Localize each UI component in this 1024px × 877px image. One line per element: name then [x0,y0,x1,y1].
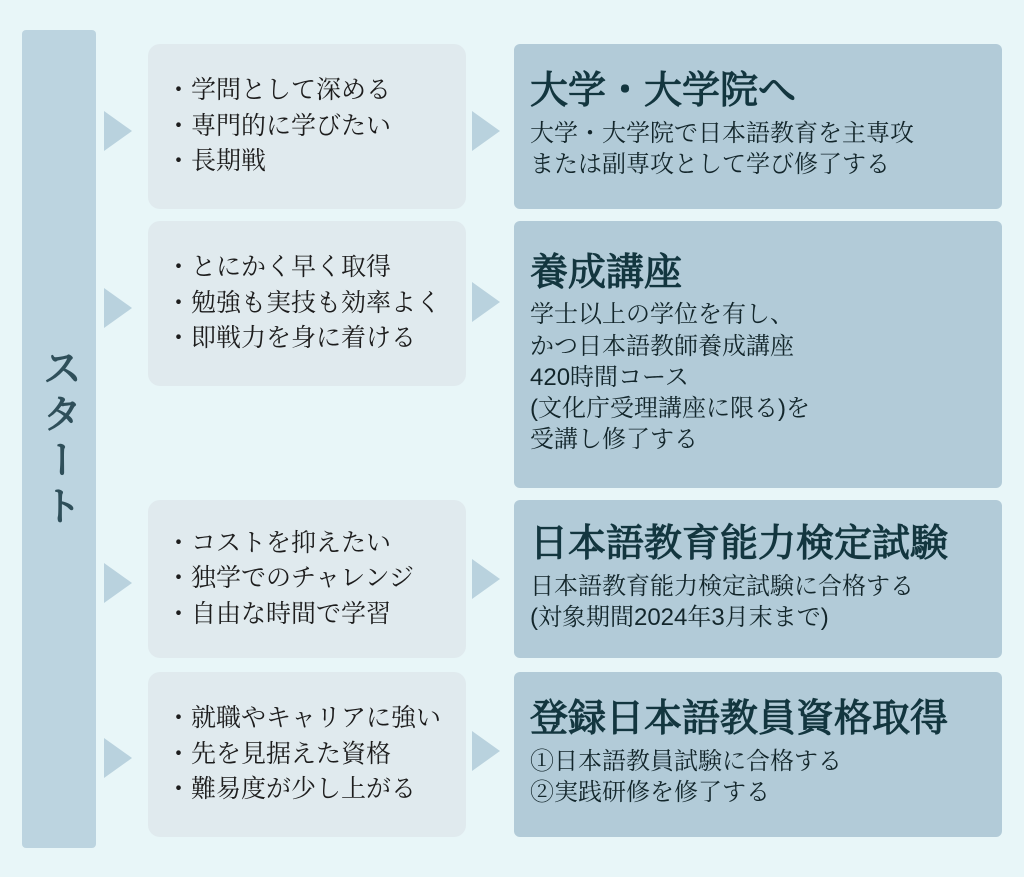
result-title: 登録日本語教員資格取得 [530,698,949,741]
condition-line: ・先を見据えた資格 [166,739,392,768]
result-box-2 [514,221,1002,488]
result-line: ②実践研修を修了する [530,779,770,807]
result-line: 大学・大学院で日本語教育を主専攻 [530,120,914,148]
result-line: 420時間コース [530,363,689,391]
arrow-condition-2-to-result-2 [472,282,500,322]
condition-line: ・就職やキャリアに強い [166,704,442,733]
arrow-start-to-condition-4 [104,738,132,778]
result-title: 養成講座 [530,251,683,294]
condition-box-2 [148,221,466,386]
result-line: 日本語教育能力検定試験に合格する [530,572,914,600]
condition-line: ・専門的に学びたい [166,111,392,140]
condition-line: ・長期戦 [166,147,267,176]
condition-line: ・とにかく早く取得 [166,253,392,282]
condition-line: ・独学でのチャレンジ [166,564,415,593]
arrow-start-to-condition-2 [104,288,132,328]
result-line: (文化庁受理講座に限る)を [530,394,810,422]
condition-line: ・コストを抑えたい [166,528,392,557]
result-line: かつ日本語教師養成講座 [530,332,794,360]
result-box-3 [514,500,1002,658]
result-title: 大学・大学院へ [530,70,797,113]
arrow-condition-1-to-result-1 [472,111,500,151]
result-title: 日本語教育能力検定試験 [530,522,949,565]
result-box-1 [514,44,1002,209]
result-line: (対象期間2024年3月末まで) [530,603,829,631]
result-line: 学士以上の学位を有し、 [530,301,794,329]
arrow-start-to-condition-3 [104,563,132,603]
start-bar [22,30,96,848]
condition-line: ・即戦力を身に着ける [166,324,417,353]
result-line: または副専攻として学び修了する [530,151,890,179]
result-box-4 [514,672,1002,837]
condition-box-3 [148,500,466,658]
result-line: ①日本語教員試験に合格する [530,748,842,776]
condition-line: ・勉強も実技も効率よく [166,288,442,317]
condition-line: ・学問として深める [166,76,392,105]
arrow-condition-3-to-result-3 [472,559,500,599]
start-label: スタート [37,347,81,531]
arrow-start-to-condition-1 [104,111,132,151]
condition-line: ・自由な時間で学習 [166,599,392,628]
result-line: 受講し修了する [530,426,698,454]
condition-box-4 [148,672,466,837]
arrow-condition-4-to-result-4 [472,731,500,771]
condition-box-1 [148,44,466,209]
condition-line: ・難易度が少し上がる [166,775,417,804]
